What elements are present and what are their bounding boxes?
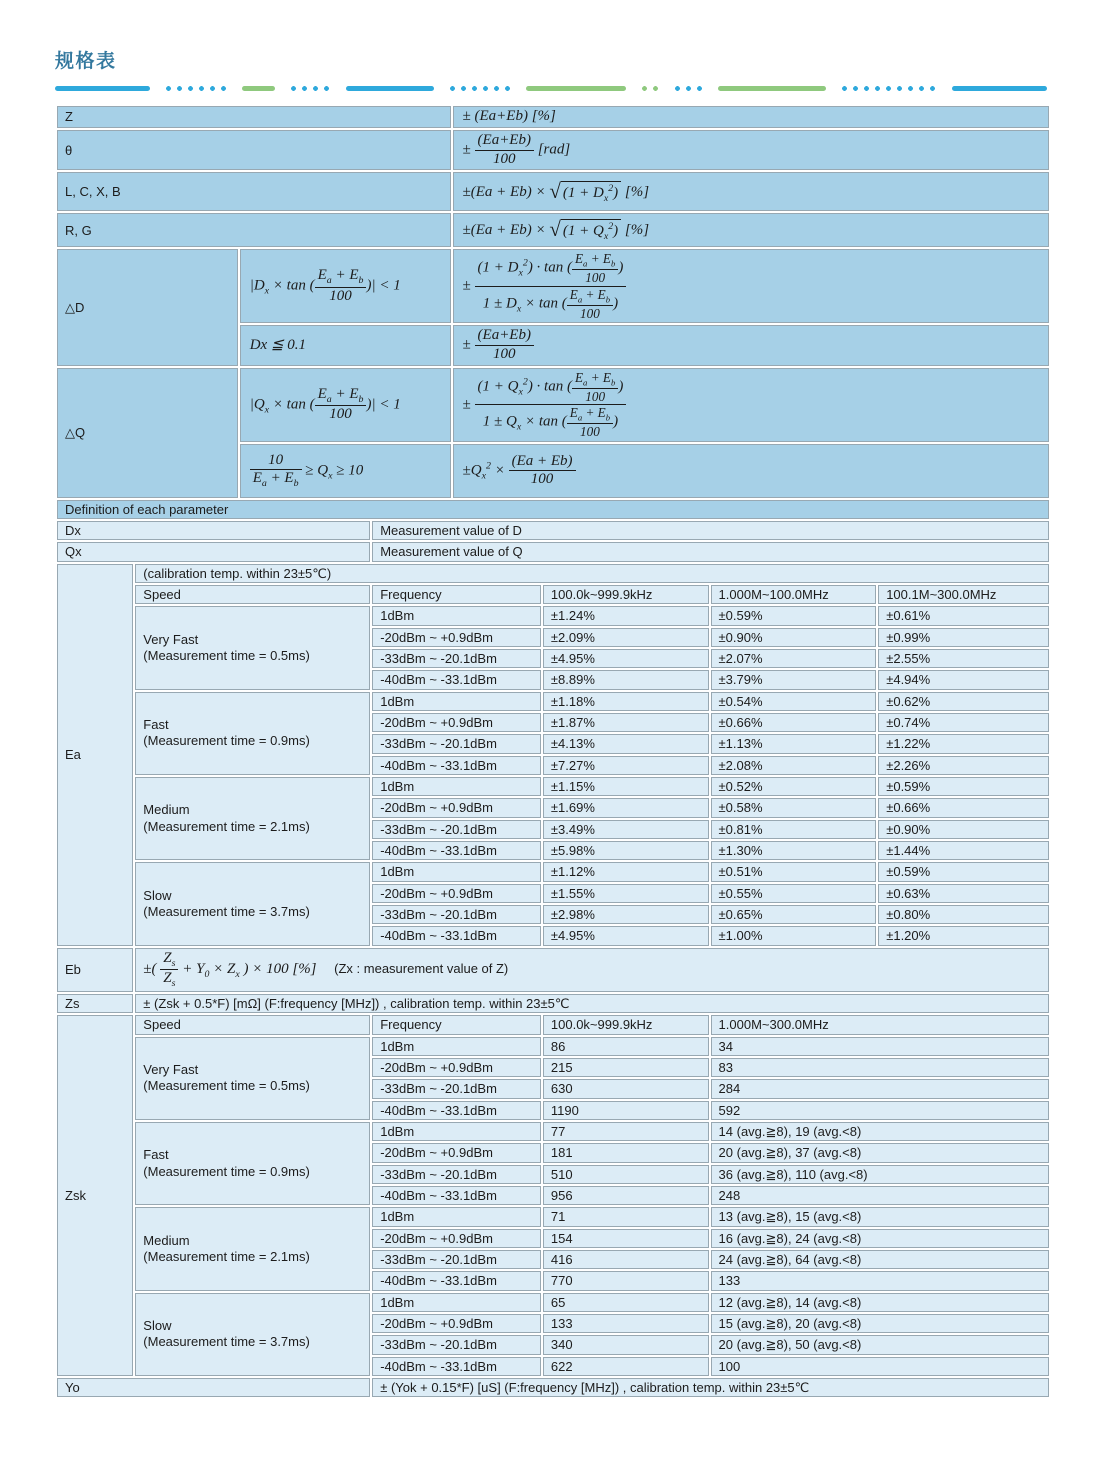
speed-cell [135,1037,370,1120]
value-cell: ±0.65% [711,905,877,924]
header-cell: Speed [135,1015,370,1034]
header-cell: Frequency [372,1015,541,1034]
value-cell: 770 [543,1271,709,1290]
level-cell: -40dBm ~ -33.1dBm [372,670,541,689]
level-cell: -40dBm ~ -33.1dBm [372,1101,541,1120]
level-cell: 1dBm [372,692,541,711]
level-cell: -33dBm ~ -20.1dBm [372,1079,541,1098]
value-cell: 284 [711,1079,1049,1098]
page-title: 规格表 [55,51,117,72]
level-cell: -40dBm ~ -33.1dBm [372,926,541,945]
speed-name: Medium [143,1232,190,1248]
speed-time: (Measurement time = 3.7ms) [143,903,310,919]
formula-theta: ± $\frac{(Ea+Eb)}{100}$ [rad] [453,130,1049,170]
definition-value: Measurement value of D [372,521,1049,540]
table-row [57,521,1049,540]
definition-value: Measurement value of Q [372,542,1049,561]
table-row [57,948,1049,992]
separator-dots [842,86,936,91]
condition-cell: $\frac{10}{E_a + E_b}$ ≥ $Q_x \ge 10$ [240,444,451,498]
value-cell: ±0.66% [878,798,1049,817]
param-label-ea: Ea [57,564,133,946]
table-row [57,777,1049,796]
speed-time: (Measurement time = 2.1ms) [143,818,310,834]
formula-cell: ± $(1 + D_x^2) \cdot \tan$ ( $\frac{E_a + E_b}{100}$ ) $1 \pm D_x \times \tan$ ( $\frac{E_a + E_b}{100}$ ) [453,249,1049,323]
speed-time: (Measurement time = 3.7ms) [143,1334,310,1350]
value-cell: ±1.22% [878,734,1049,753]
value-cell: 154 [543,1229,709,1248]
level-cell: 1dBm [372,1293,541,1312]
value-cell: ±0.81% [711,820,877,839]
value-cell: 630 [543,1079,709,1098]
value-cell: 133 [543,1314,709,1333]
value-cell: ±7.27% [543,756,709,775]
level-cell: -40dBm ~ -33.1dBm [372,1271,541,1290]
speed-name: Very Fast [143,1062,199,1078]
value-cell: ±0.63% [878,884,1049,903]
speed-cell [135,862,370,945]
value-cell: ±0.58% [711,798,877,817]
formula-cell [135,948,1049,992]
param-label-rg: R, G [57,213,451,247]
value-cell: 14 (avg.≧8), 19 (avg.<8) [711,1122,1049,1141]
separator-dash [242,86,275,91]
value-cell: ±8.89% [543,670,709,689]
separator-dash [526,86,626,91]
value-cell: ±0.74% [878,713,1049,732]
value-cell: ±0.51% [711,862,877,881]
zs-definition: ± (Zsk + 0.5*F) [mΩ] (F:frequency [MHz]) , calibration temp. within 23±5℃ [135,994,1049,1013]
speed-name: Fast [143,1147,169,1163]
speed-cell [135,692,370,775]
value-cell: 15 (avg.≧8), 20 (avg.<8) [711,1314,1049,1333]
condition-cell: $|D_x \times \tan$ ( $\frac{E_a + E_b}{100}$ )| < 1 [240,249,451,323]
value-cell: ±0.59% [878,862,1049,881]
level-cell: -33dBm ~ -20.1dBm [372,820,541,839]
header-cell: Speed [135,585,370,604]
value-cell: ±1.00% [711,926,877,945]
level-cell: -40dBm ~ -33.1dBm [372,841,541,860]
value-cell: ±0.61% [878,606,1049,625]
table-row [57,1015,1049,1034]
eb-formula: ±( $\frac{Z_s}{Z_s}$ + $Y_0 \times Z_x$ ) × 100 [%] [143,949,317,990]
level-cell: -20dBm ~ +0.9dBm [372,1058,541,1077]
table-row [57,368,1049,442]
value-cell: ±2.26% [878,756,1049,775]
value-cell: ±0.59% [878,777,1049,796]
calibration-note: (calibration temp. within 23±5℃) [135,564,1049,583]
eb-note: (Zx : measurement value of Z) [334,961,509,977]
level-cell: -33dBm ~ -20.1dBm [372,1335,541,1354]
speed-cell [135,777,370,860]
value-cell: 510 [543,1165,709,1184]
speed-time: (Measurement time = 0.5ms) [143,648,310,664]
speed-name: Medium [143,802,190,818]
level-cell: 1dBm [372,1037,541,1056]
formula-cell: ± $(1 + Q_x^2) \cdot \tan$ ( $\frac{E_a + E_b}{100}$ ) $1 \pm Q_x \times \tan$ ( $\frac{E_a + E_b}{100}$ ) [453,368,1049,442]
value-cell: ±4.94% [878,670,1049,689]
param-label-z: Z [57,106,451,128]
table-row [57,585,1049,604]
value-cell: ±0.54% [711,692,877,711]
value-cell: 20 (avg.≧8), 50 (avg.<8) [711,1335,1049,1354]
condition-cell: Dx ≦ 0.1 [240,325,451,365]
value-cell: ±2.07% [711,649,877,668]
value-cell: 24 (avg.≧8), 64 (avg.<8) [711,1250,1049,1269]
param-label-zsk: Zsk [57,1015,133,1376]
table-row [57,1207,1049,1226]
condition-cell: $|Q_x \times \tan$ ( $\frac{E_a + E_b}{100}$ )| < 1 [240,368,451,442]
level-cell: 1dBm [372,1207,541,1226]
level-cell: -33dBm ~ -20.1dBm [372,649,541,668]
table-row [57,213,1049,247]
value-cell: ±1.20% [878,926,1049,945]
table-row [57,172,1049,211]
separator-dash [55,86,150,91]
value-cell: 181 [543,1143,709,1162]
level-cell: -20dBm ~ +0.9dBm [372,713,541,732]
table-row [57,994,1049,1013]
level-cell: -40dBm ~ -33.1dBm [372,1186,541,1205]
value-cell: 71 [543,1207,709,1226]
value-cell: 86 [543,1037,709,1056]
formula-cell: ± $\frac{(Ea+Eb)}{100}$ [453,325,1049,365]
table-row [57,249,1049,323]
speed-time: (Measurement time = 0.5ms) [143,1078,310,1094]
value-cell: ±1.87% [543,713,709,732]
speed-name: Fast [143,717,169,733]
param-label-theta: θ [57,130,451,170]
spec-table [55,104,1051,1399]
value-cell: 13 (avg.≧8), 15 (avg.<8) [711,1207,1049,1226]
value-cell: ±3.49% [543,820,709,839]
table-row [57,542,1049,561]
speed-time: (Measurement time = 0.9ms) [143,733,310,749]
value-cell: 77 [543,1122,709,1141]
speed-cell [135,1207,370,1290]
param-label-dx: Dx [57,521,370,540]
level-cell: 1dBm [372,1122,541,1141]
separator-dash [718,86,826,91]
value-cell: ±1.13% [711,734,877,753]
level-cell: -20dBm ~ +0.9dBm [372,628,541,647]
value-cell: ±1.12% [543,862,709,881]
table-row [57,862,1049,881]
table-row [57,1122,1049,1141]
value-cell: 340 [543,1335,709,1354]
speed-cell [135,606,370,689]
speed-cell [135,1293,370,1376]
speed-name: Slow [143,887,172,903]
section-header-definitions: Definition of each parameter [57,500,1049,519]
formula-cell: $\pm Q_x^2$ × $\frac{(Ea + Eb)}{100}$ [453,444,1049,498]
value-cell: 34 [711,1037,1049,1056]
value-cell: ±1.44% [878,841,1049,860]
separator-dash [952,86,1047,91]
value-cell: ±0.80% [878,905,1049,924]
value-cell: ±2.08% [711,756,877,775]
header-cell: 100.0k~999.9kHz [543,1015,709,1034]
value-cell: 36 (avg.≧8), 110 (avg.<8) [711,1165,1049,1184]
value-cell: ±1.55% [543,884,709,903]
value-cell: ±1.15% [543,777,709,796]
param-label-qx: Qx [57,542,370,561]
param-label-yo: Yo [57,1378,370,1397]
value-cell: ±0.62% [878,692,1049,711]
value-cell: ±1.30% [711,841,877,860]
level-cell: -20dBm ~ +0.9dBm [372,884,541,903]
table-row [57,500,1049,519]
value-cell: ±0.90% [878,820,1049,839]
value-cell: ±0.52% [711,777,877,796]
param-label-delta-d: △D [57,249,238,365]
speed-name: Slow [143,1318,172,1334]
value-cell: 100 [711,1357,1049,1376]
speed-time: (Measurement time = 2.1ms) [143,1248,310,1264]
table-row [57,130,1049,170]
value-cell: ±2.55% [878,649,1049,668]
header-cell: 100.1M~300.0MHz [878,585,1049,604]
value-cell: ±0.55% [711,884,877,903]
level-cell: -20dBm ~ +0.9dBm [372,1229,541,1248]
value-cell: 592 [711,1101,1049,1120]
header-cell: Frequency [372,585,541,604]
value-cell: ±0.99% [878,628,1049,647]
value-cell: 20 (avg.≧8), 37 (avg.<8) [711,1143,1049,1162]
value-cell: ±2.09% [543,628,709,647]
value-cell: 16 (avg.≧8), 24 (avg.<8) [711,1229,1049,1248]
param-label-delta-q: △Q [57,368,238,498]
table-row [57,1037,1049,1056]
value-cell: ±2.98% [543,905,709,924]
level-cell: -20dBm ~ +0.9dBm [372,1143,541,1162]
value-cell: ±0.90% [711,628,877,647]
value-cell: ±4.95% [543,926,709,945]
decorative-separator [55,85,1047,91]
value-cell: ±1.69% [543,798,709,817]
value-cell: 956 [543,1186,709,1205]
value-cell: 248 [711,1186,1049,1205]
table-row [57,1293,1049,1312]
param-label-eb: Eb [57,948,133,992]
value-cell: 65 [543,1293,709,1312]
separator-dots [291,86,330,91]
value-cell: ±1.18% [543,692,709,711]
level-cell: -20dBm ~ +0.9dBm [372,1314,541,1333]
table-row [57,564,1049,583]
value-cell: 215 [543,1058,709,1077]
value-cell: 1190 [543,1101,709,1120]
level-cell: 1dBm [372,606,541,625]
separator-dots [642,86,659,91]
formula-lcxb: ±(Ea + Eb) × √ $(1 + D_x^2)$ [%] [453,172,1049,211]
table-row [57,692,1049,711]
level-cell: -40dBm ~ -33.1dBm [372,1357,541,1376]
formula-rg: ±(Ea + Eb) × √ $(1 + Q_x^2)$ [%] [453,213,1049,247]
value-cell: 416 [543,1250,709,1269]
value-cell: 622 [543,1357,709,1376]
param-label-lcxb: L, C, X, B [57,172,451,211]
separator-dots [450,86,511,91]
level-cell: -40dBm ~ -33.1dBm [372,756,541,775]
value-cell: ±5.98% [543,841,709,860]
separator-dash [346,86,434,91]
value-cell: 83 [711,1058,1049,1077]
speed-cell [135,1122,370,1205]
header-cell: 100.0k~999.9kHz [543,585,709,604]
speed-name: Very Fast [143,631,199,647]
formula-z: ± (Ea+Eb) [%] [453,106,1049,128]
table-row [57,606,1049,625]
level-cell: -33dBm ~ -20.1dBm [372,1165,541,1184]
value-cell: ±1.24% [543,606,709,625]
table-row [57,1378,1049,1397]
header-cell: 1.000M~100.0MHz [711,585,877,604]
level-cell: 1dBm [372,862,541,881]
value-cell: 133 [711,1271,1049,1290]
level-cell: 1dBm [372,777,541,796]
separator-dots [166,86,227,91]
speed-time: (Measurement time = 0.9ms) [143,1163,310,1179]
level-cell: -33dBm ~ -20.1dBm [372,734,541,753]
separator-dots [675,86,703,91]
yo-definition: ± (Yok + 0.15*F) [uS] (F:frequency [MHz]) , calibration temp. within 23±5℃ [372,1378,1049,1397]
level-cell: -33dBm ~ -20.1dBm [372,905,541,924]
value-cell: ±3.79% [711,670,877,689]
level-cell: -33dBm ~ -20.1dBm [372,1250,541,1269]
value-cell: ±4.13% [543,734,709,753]
value-cell: ±4.95% [543,649,709,668]
value-cell: ±0.66% [711,713,877,732]
level-cell: -20dBm ~ +0.9dBm [372,798,541,817]
table-row [57,106,1049,128]
param-label-zs: Zs [57,994,133,1013]
value-cell: 12 (avg.≧8), 14 (avg.<8) [711,1293,1049,1312]
value-cell: ±0.59% [711,606,877,625]
header-cell: 1.000M~300.0MHz [711,1015,1049,1034]
